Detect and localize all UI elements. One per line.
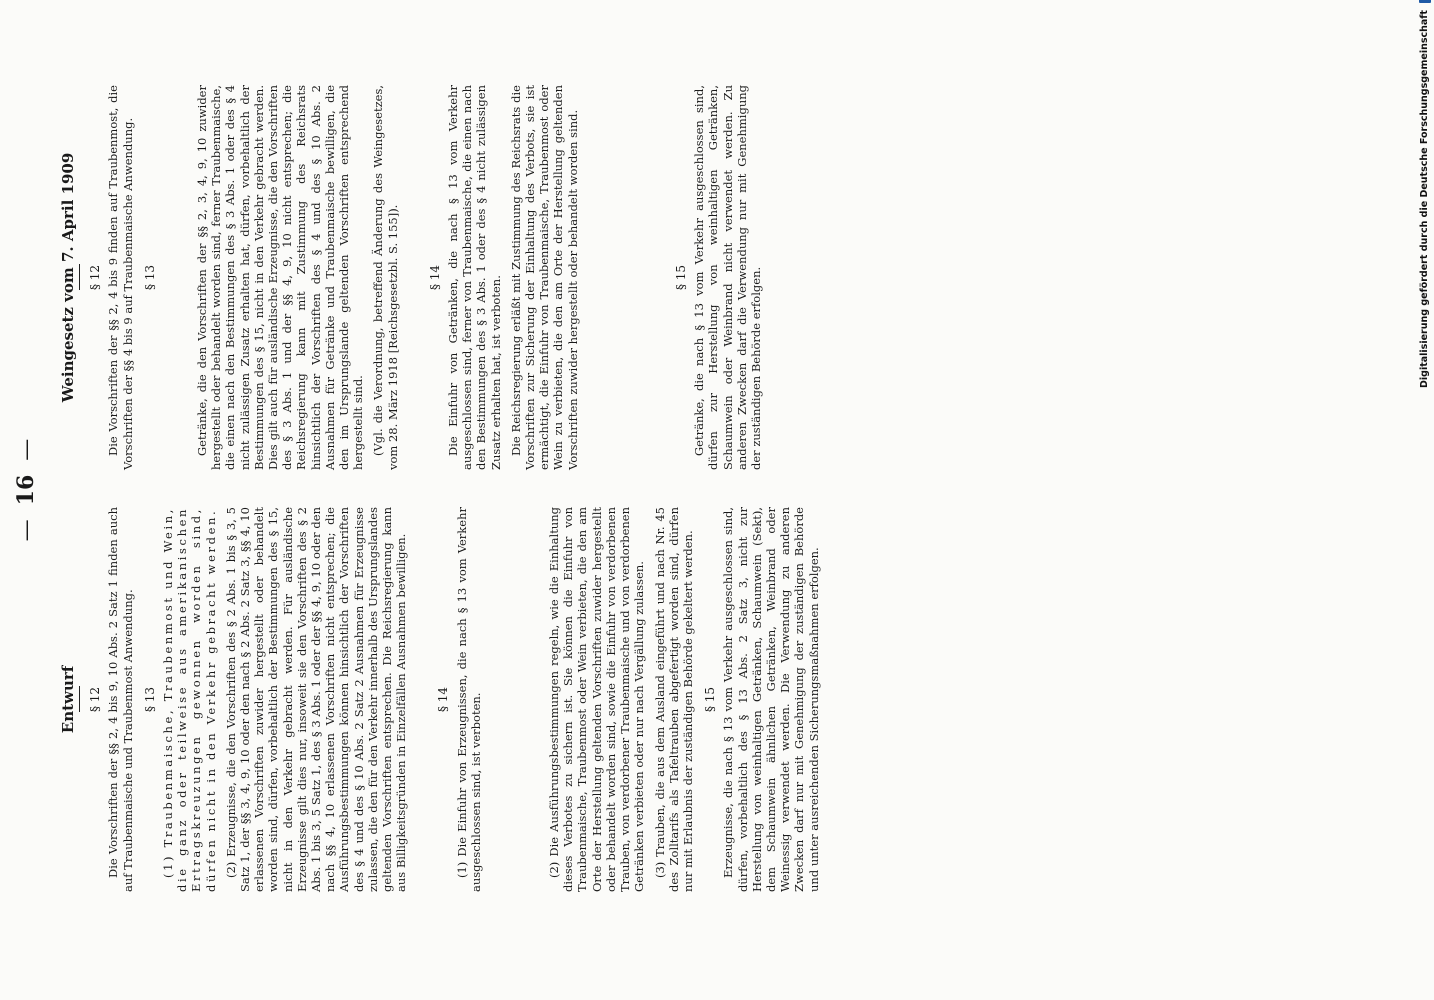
column-title-weingesetz-text: Weingesetz vom 7. April 1909 <box>59 152 77 403</box>
section-14-para-2-weingesetz: Die Reichsregierung erläßt mit Zustimmung des Reichsrats die Vorschriften zur Sicherung der Einhaltung des Verbots, sie ist ermächtigt, die Einfuhr von Traubenmaische, Traubenmost oder Wein zu verbieten, die den am Orte der Herstellung geltenden Vorschriften zuwider hergestellt oder behandelt worden sind. <box>508 85 580 470</box>
section-heading-12-weingesetz: § 12 <box>88 264 103 291</box>
page-number-value: 16 <box>13 474 39 506</box>
section-13-para-1-entwurf: (1) Traubenmaische, Traubenmost und Wein, die ganz oder teilweise aus amerikanischen Ertragskreuzungen gewonnen worden sind, dürfen nicht in den Verkehr gebracht werden. <box>161 507 218 892</box>
column-title-entwurf-text: Entwurf <box>59 665 77 734</box>
column-title-entwurf <box>61 507 80 892</box>
section-14-para-2-entwurf: (2) Die Ausführungsbestimmungen regeln, wie die Einhaltung dieses Verbotes zu sichern ist. Sie können die Einfuhr von Traubenmaische, Traubenmost oder Wein verbieten, die den am Orte der Herstellung geltenden Vorschriften zuwider hergestellt oder behandelt worden sind, sowie die Einfuhr von verdorbenen Trauben, von verdorbener Traubenmaische und von verdorbenen Getränken verbieten oder nur nach Vergällung zulassen. <box>547 507 647 892</box>
section-13-para-1-weingesetz: Getränke, die den Vorschriften der §§ 2, 3, 4, 9, 10 zuwider hergestellt oder behandelt worden sind, ferner Traubenmaische, die einen nach den Bestimmungen des § 3 Abs. 1 oder des § 4 nicht zulässigen Zusatz erhalten hat, dürfen, vorbehaltlich der Bestimmungen des § 15, nicht in den Verkehr gebracht werden. Dies gilt auch für ausländische Erzeugnisse, die den Vorschriften des § 3 Abs. 1 und der §§ 4, 9, 10 nicht entsprechen; die Reichsregierung kann mit Zustimmung des Reichsrats hinsichtlich der Vorschriften des § 4 und des § 10 Abs. 2 Ausnahmen für Getränke und Traubenmaische bewilligen, die den im Ursprungslande geltenden Vorschriften entsprechend hergestellt sind. <box>195 85 366 470</box>
section-15-text-entwurf: Erzeugnisse, die nach § 13 vom Verkehr ausgeschlossen sind, dürfen, vorbehaltlich des § 13 Abs. 2 Satz 3, nicht zur Herstellung von weinhaltigen Getränken, Schaumwein (Sekt), dem Schaumwein ähnlichen Getränken, Weinbrand oder Weinessig verwendet werden. Die Verwendung zu anderen Zwecken darf nur mit Genehmigung der zuständigen Behörde und unter ausreichenden Sicherungsmaßnahmen erfolgen. <box>721 507 821 892</box>
section-heading-13-entwurf: § 13 <box>142 686 157 713</box>
section-14-para-3-entwurf: (3) Trauben, die aus dem Ausland eingeführt und nach Nr. 45 des Zolltarifs als Tafeltrauben abgefertigt worden sind, dürfen nur mit Erlaubnis der zuständigen Behörde gekeltert werden. <box>652 507 695 892</box>
section-13-para-2-entwurf: (2) Erzeugnisse, die den Vorschriften des § 2 Abs. 1 bis § 3, 5 Satz 1, der §§ 3, 4, 9, 10 oder den nach § 2 Abs. 2 Satz 3, §§ 4, 10 erlassenen Vorschriften zuwider hergestellt oder behandelt worden sind, dürfen, vorbehaltlich der Bestimmungen des § 15, nicht in den Verkehr gebracht werden. Für ausländische Erzeugnisse gilt dies nur, insoweit sie den Vorschriften des § 2 Abs. 1 bis 3, 5 Satz 1, des § 3 Abs. 1 oder der §§ 4, 9, 10 oder den nach §§ 4, 10 erlassenen Vorschriften nicht entsprechen; die Ausführungsbestimmungen können hinsichtlich der Vorschriften des § 4 und des § 10 Abs. 2 Satz 2 Ausnahmen für Erzeugnisse zulassen, die den für den Verkehr innerhalb des Ursprungslandes geltenden Vorschriften entsprechen. Die Reichsregierung kann aus Billigkeitsgründen in Einzelfällen Ausnahmen bewilligen. <box>223 507 409 892</box>
section-12-text-weingesetz: Die Vorschriften der §§ 2, 4 bis 9 finden auf Traubenmost, die Vorschriften der §§ 4 bis 9 auf Traubenmaische Anwendung. <box>106 85 135 470</box>
section-heading-15-entwurf: § 15 <box>703 686 718 713</box>
page-number: —16— <box>13 438 39 542</box>
digitization-credit-label: Digitalisierung gefördert durch die Deutsche Forschungsgemeinschaft <box>1419 10 1430 388</box>
section-15-text-weingesetz: Getränke, die nach § 13 vom Verkehr ausgeschlossen sind, dürfen zur Herstellung von weinhaltigen Getränken, Schaumwein oder Weinbrand nicht verwendet werden. Zu anderen Zwecken darf die Verwendung nur mit Genehmigung der zuständigen Behörde erfolgen. <box>692 85 763 470</box>
section-14-para-1-weingesetz: Die Einfuhr von Getränken, die nach § 13 vom Verkehr ausgeschlossen sind, ferner von Traubenmaische, die einen nach den Bestimmungen des § 3 Abs. 1 oder des § 4 nicht zulässigen Zusatz erhalten hat, ist verboten. <box>446 85 503 470</box>
section-heading-15-weingesetz: § 15 <box>673 264 688 291</box>
column-weingesetz <box>61 85 1105 470</box>
digitization-credit-text <box>1414 8 1434 388</box>
digitization-credit <box>1414 8 1434 388</box>
dfg-logo-icon <box>1419 0 1431 3</box>
section-heading-12-entwurf: § 12 <box>88 686 103 713</box>
section-12-text-entwurf: Die Vorschriften der §§ 2, 4 bis 9, 10 Abs. 2 Satz 1 finden auch auf Traubenmaische und Traubenmost Anwendung. <box>106 507 135 892</box>
section-13-para-2-weingesetz: (Vgl. die Verordnung, betreffend Änderung des Weingesetzes, vom 28. März 1918 [Reichsgesetzbl. S. 155]). <box>371 85 400 470</box>
section-heading-13-weingesetz: § 13 <box>142 264 157 291</box>
section-heading-14-weingesetz: § 14 <box>427 264 442 291</box>
rotated-page <box>5 80 1115 900</box>
section-heading-14-entwurf: § 14 <box>436 686 451 713</box>
section-14-para-1-entwurf: (1) Die Einfuhr von Erzeugnissen, die nach § 13 vom Verkehr ausgeschlossen sind, ist verboten. <box>454 507 483 892</box>
column-title-weingesetz <box>61 85 80 470</box>
column-entwurf <box>61 507 1105 892</box>
